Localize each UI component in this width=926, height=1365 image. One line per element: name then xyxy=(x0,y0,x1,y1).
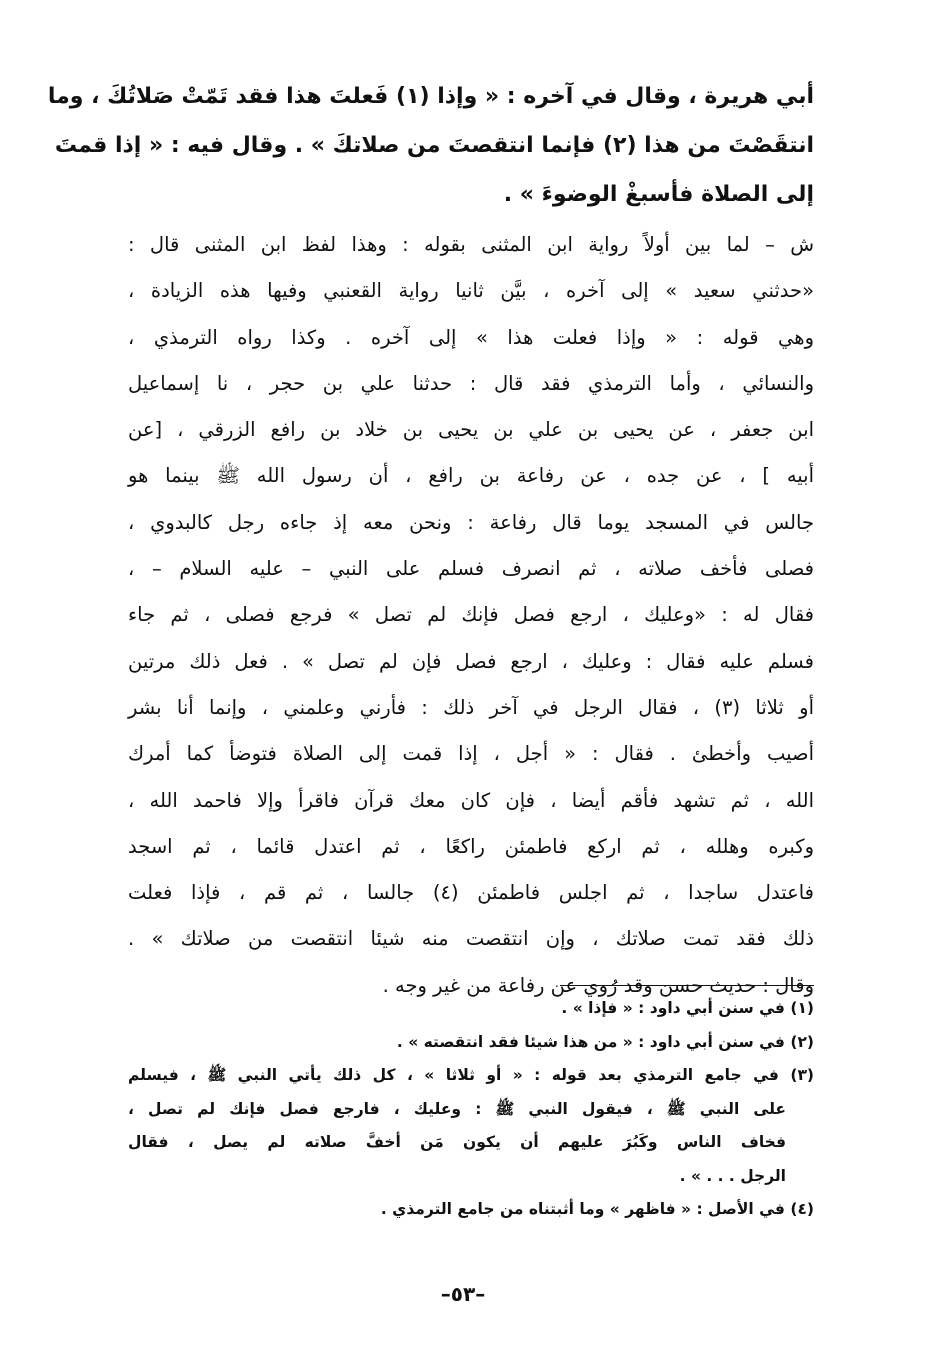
footnote-3: (٣) في جامع الترمذي بعد قوله : « أو ثلاثا » ، كل ذلك يأتي النبي ﷺ ، فيسلم xyxy=(128,1066,814,1084)
commentary-line: أصيب وأخطئ . فقال : « أجل ، إذا قمت إلى الصلاة فتوضأ كما أمرك xyxy=(128,742,814,766)
commentary-line: والنسائي ، وأما الترمذي فقد قال : حدثنا علي بن حجر ، نا إسماعيل xyxy=(128,371,814,395)
hadith-line: انتقَصْتَ من هذا (٢) فإنما انتقصتَ من صلاتكَ » . وقال فيه : « إذا قمتَ xyxy=(54,133,814,158)
footnote-divider xyxy=(560,985,814,986)
commentary-line: الله ، ثم تشهد فأقم أيضا ، فإن كان معك قرآن فاقرأ وإلا فاحمد الله ، xyxy=(128,788,814,812)
footnotes xyxy=(128,992,814,1227)
commentary-line: ش – لما بين أولاً رواية ابن المثنى بقوله : وهذا لفظ ابن المثنى قال : xyxy=(128,233,814,256)
commentary-line: ذلك فقد تمت صلاتك ، وإن انتقصت منه شيئا انتقصت من صلاتك » . xyxy=(128,927,814,951)
hadith-line: أبي هريرة ، وقال في آخره : « وإذا (١) فَعلتَ هذا فقد تَمّتْ صَلاتُكَ ، وما xyxy=(47,84,814,109)
commentary-line: فقال له : «وعليك ، ارجع فصل فإنك لم تصل » فرجع فصلى ، ثم جاء xyxy=(128,603,814,627)
footnote-2: (٢) في سنن أبي داود : « من هذا شيئا فقد انتقصته » . xyxy=(396,1032,814,1051)
commentary-line: أبيه ] ، عن جده ، عن رفاعة بن رافع ، أن رسول الله ﷺ بينما هو xyxy=(128,464,814,488)
commentary-line: فسلم عليه فقال : وعليك ، ارجع فصل فإن لم تصل » . فعل ذلك مرتين xyxy=(128,649,814,673)
page-number: –٥٣– xyxy=(440,1282,486,1306)
commentary-line: وهي قوله : « وإذا فعلت هذا » إلى آخره . وكذا رواه الترمذي ، xyxy=(128,325,814,349)
commentary-line: وكبره وهلله ، ثم اركع فاطمئن راكعًا ، ثم اعتدل قائما ، ثم اسجد xyxy=(128,834,814,858)
footnote-1: (١) في سنن أبي داود : « فإذا » . xyxy=(561,999,814,1017)
hadith-text xyxy=(47,72,814,219)
footnote-3-continuation: الرجل . . . » . xyxy=(679,1166,786,1185)
commentary-line: فصلى فأخف صلاته ، ثم انصرف فسلم على النبي – عليه السلام – ، xyxy=(128,557,814,581)
footnote-4: (٤) في الأصل : « فاظهر » وما أثبتناه من جامع الترمذي . xyxy=(380,1200,814,1218)
commentary-line: أو ثلاثا (٣) ، فقال الرجل في آخر ذلك : فأرني وعلمني ، وإنما أنا بشر xyxy=(128,695,814,719)
commentary-line: «حدثني سعيد » إلى آخره ، بيَّن ثانيا رواية القعنبي وفيها هذه الزيادة ، xyxy=(128,279,814,303)
footnote-3-continuation: على النبي ﷺ ، فيقول النبي ﷺ : وعليك ، فارجع فصل فإنك لم تصل ، xyxy=(128,1099,786,1118)
commentary-line: ابن جعفر ، عن يحيى بن علي بن يحيى بن خلاد بن رافع الزرقي ، [عن xyxy=(128,418,814,442)
commentary-text xyxy=(128,222,814,1009)
commentary-line: فاعتدل ساجدا ، ثم اجلس فاطمئن (٤) جالسا ، ثم قم ، فإذا فعلت xyxy=(128,881,814,905)
commentary-line: وقال : حديث حسن وقد رُوي عن رفاعة من غير وجه . xyxy=(382,973,814,997)
footnote-3-continuation: فخاف الناس وكَبُرَ عليهم أن يكون مَن أخفَّ صلاته لم يصل ، فقال xyxy=(128,1133,786,1151)
hadith-line: إلى الصلاة فأسبغْ الوضوءَ » . xyxy=(503,182,814,207)
commentary-line: جالس في المسجد يوما قال رفاعة : ونحن معه إذ جاءه رجل كالبدوي ، xyxy=(128,510,814,534)
